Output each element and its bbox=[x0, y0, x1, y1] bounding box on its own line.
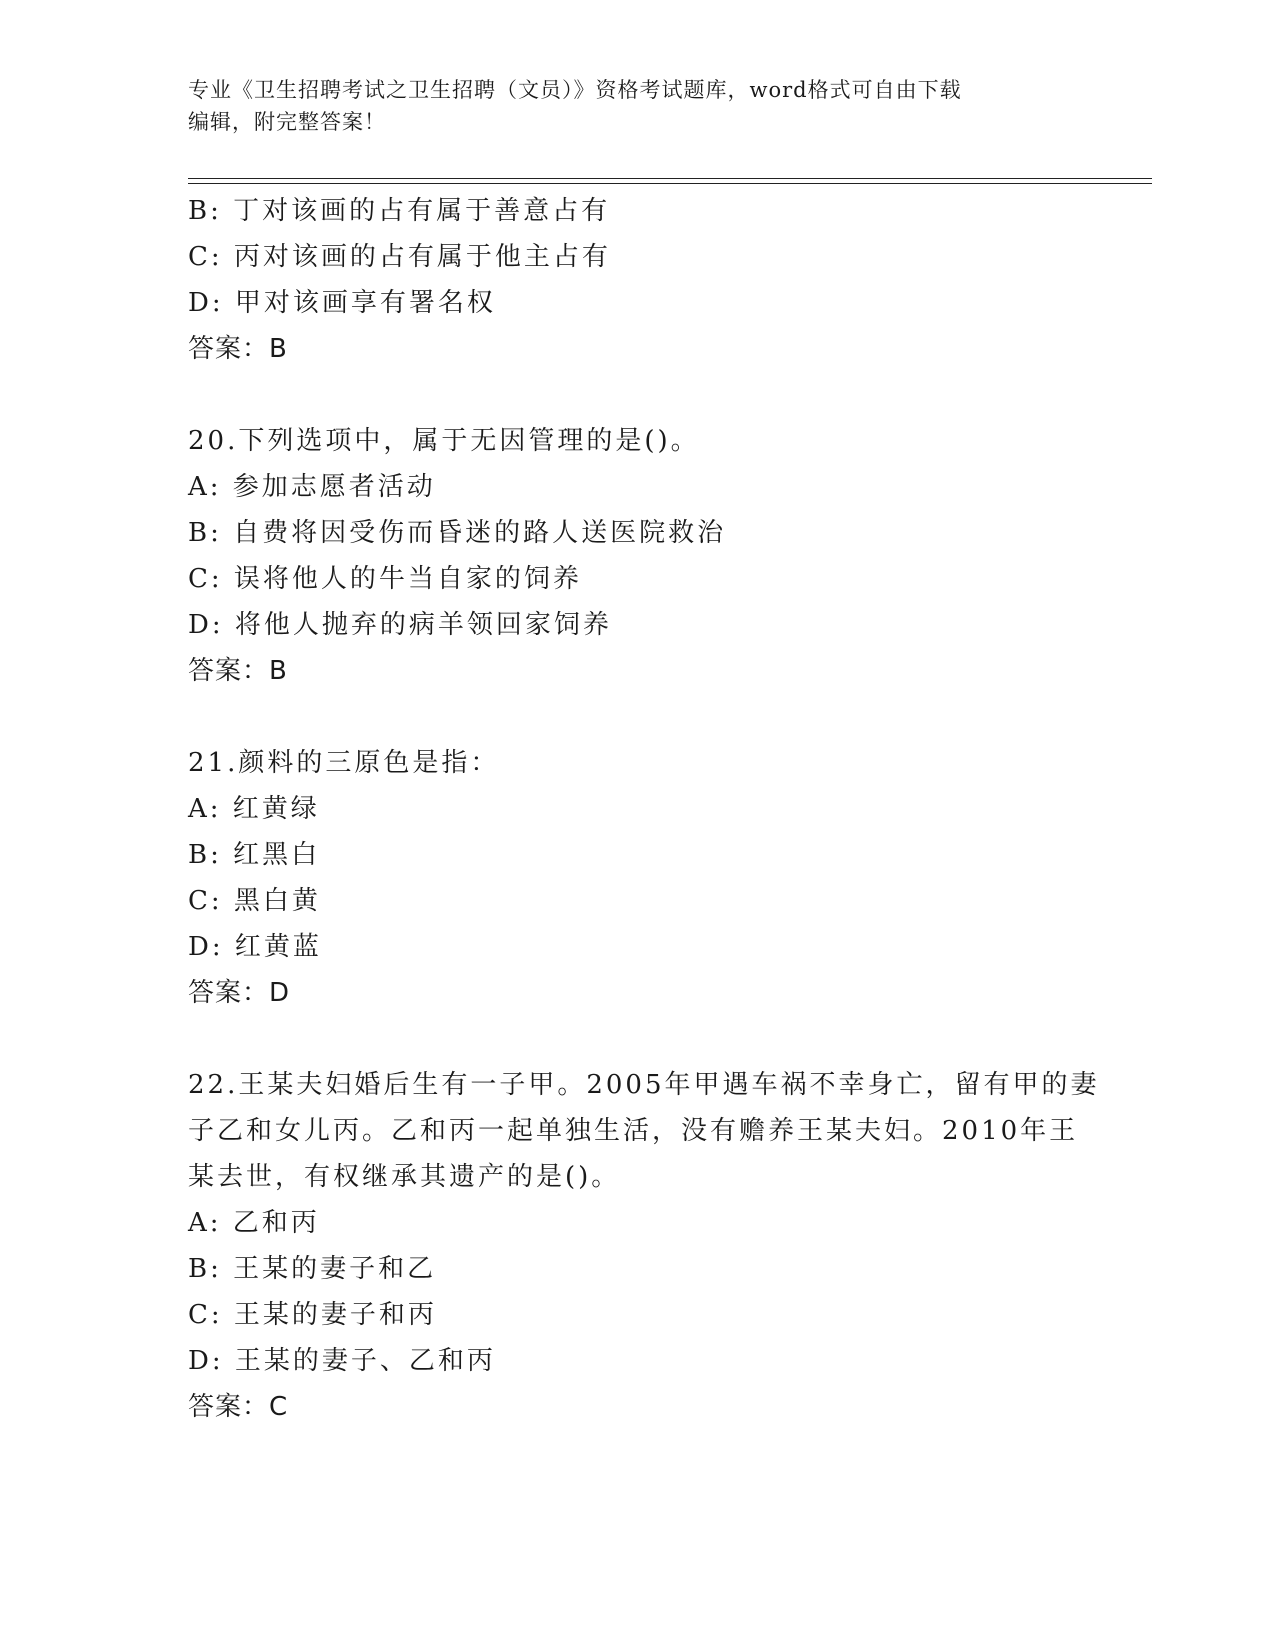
question-stem-line-2: 子乙和女儿丙。乙和丙一起单独生活，没有赡养王某夫妇。2010年王 bbox=[188, 1116, 1079, 1146]
option-d: D: 红黄蓝 bbox=[188, 932, 322, 962]
question-19-continued bbox=[188, 188, 1088, 372]
option-d: D: 甲对该画享有署名权 bbox=[188, 288, 496, 318]
option-a: A: 参加志愿者活动 bbox=[188, 472, 436, 502]
option-c: C: 丙对该画的占有属于他主占有 bbox=[188, 242, 611, 272]
question-22 bbox=[188, 1062, 1100, 1430]
question-20 bbox=[188, 418, 1088, 694]
spacer bbox=[188, 1016, 1088, 1062]
option-b: B: 红黑白 bbox=[188, 840, 321, 870]
question-list bbox=[188, 188, 1100, 1430]
spacer bbox=[188, 694, 1088, 740]
header-line-1: 专业《卫生招聘考试之卫生招聘（文员）》资格考试题库，word格式可自由下载 bbox=[188, 78, 962, 102]
document-header bbox=[188, 74, 1088, 138]
answer-line: 答案：D bbox=[188, 978, 291, 1008]
option-a: A: 红黄绿 bbox=[188, 794, 320, 824]
header-line-2: 编辑，附完整答案！ bbox=[188, 110, 386, 134]
question-stem-line-3: 某去世，有权继承其遗产的是()。 bbox=[188, 1162, 621, 1192]
option-c: C: 黑白黄 bbox=[188, 886, 321, 916]
spacer bbox=[188, 372, 1088, 418]
option-a: A: 乙和丙 bbox=[188, 1208, 320, 1238]
option-c: C: 王某的妻子和丙 bbox=[188, 1300, 437, 1330]
answer-line: 答案：C bbox=[188, 1392, 289, 1422]
question-stem: 21.颜料的三原色是指： bbox=[188, 748, 500, 778]
header-divider-bottom bbox=[188, 183, 1152, 184]
header-divider-top bbox=[188, 178, 1152, 179]
option-c: C: 误将他人的牛当自家的饲养 bbox=[188, 564, 582, 594]
option-b: B: 自费将因受伤而昏迷的路人送医院救治 bbox=[188, 518, 727, 548]
option-b: B: 王某的妻子和乙 bbox=[188, 1254, 437, 1284]
answer-line: 答案：B bbox=[188, 656, 288, 686]
answer-line: 答案：B bbox=[188, 334, 288, 364]
question-stem-line-1: 22.王某夫妇婚后生有一子甲。2005年甲遇车祸不幸身亡，留有甲的妻 bbox=[188, 1070, 1100, 1100]
option-d: D: 将他人抛弃的病羊领回家饲养 bbox=[188, 610, 612, 640]
option-d: D: 王某的妻子、乙和丙 bbox=[188, 1346, 496, 1376]
option-b: B: 丁对该画的占有属于善意占有 bbox=[188, 196, 611, 226]
question-stem: 20.下列选项中，属于无因管理的是()。 bbox=[188, 426, 700, 456]
question-21 bbox=[188, 740, 1088, 1016]
